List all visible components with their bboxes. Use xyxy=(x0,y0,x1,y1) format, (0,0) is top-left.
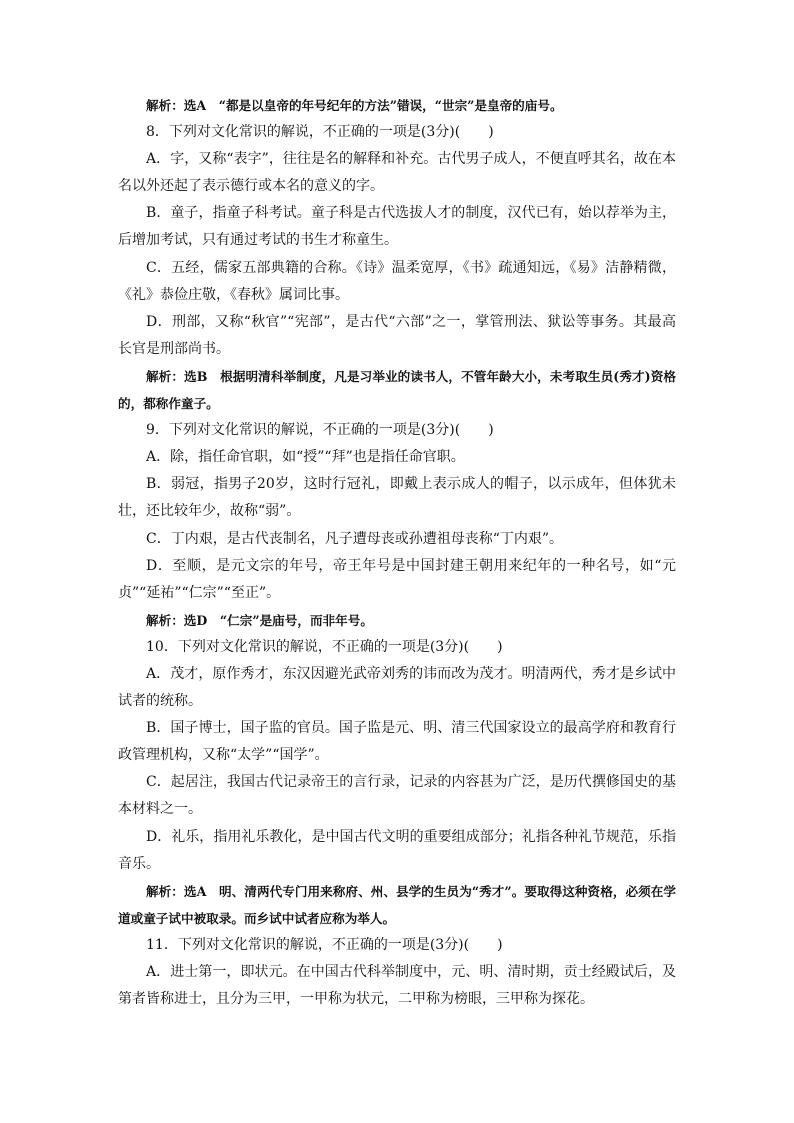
answer-analysis-9: 解析：选D “仁宗”是庙号，而非年号。 xyxy=(146,612,373,628)
document-page xyxy=(118,92,676,1013)
answer-analysis-8: 解析：选B 根据明清科举制度，凡是习举业的读书人，不管年龄大小，未考取生员(秀才)资格的，都称作童子。 xyxy=(118,368,676,412)
answer-analysis-7: 解析：选A “都是以皇帝的年号纪年的方法”错误，“世宗”是皇帝的庙号。 xyxy=(146,98,563,113)
question-9-option-c: C．丁内艰，是古代丧制名，凡子遭母丧或孙遭祖母丧称“丁内艰”。 xyxy=(146,530,564,547)
question-8-stem: 8．下列对文化常识的解说，不正确的一项是(3分)( ) xyxy=(146,124,494,141)
answer-analysis-10: 解析：选A 明、清两代专门用来称府、州、县学的生员为“秀才”。要取得这种资格，必须在学道或童子试中被取录。而乡试中试者应称为举人。 xyxy=(118,883,676,926)
question-10-option-d: D．礼乐，指用礼乐教化，是中国古代文明的重要组成部分；礼指各种礼节规范，乐指音乐。 xyxy=(118,828,676,872)
question-10-option-c: C．起居注，我国古代记录帝王的言行录，记录的内容甚为广泛，是历代撰修国史的基本材料之一。 xyxy=(118,774,676,818)
question-9-option-d: D．至顺，是元文宗的年号，帝王年号是中国封建王朝用来纪年的一种名号，如“元贞”“延祐”“仁宗”“至正”。 xyxy=(118,557,676,601)
question-10-option-b: B．国子博士，国子监的官员。国子监是元、明、清三代国家设立的最高学府和教育行政管理机构，又称“太学”“国学”。 xyxy=(118,720,676,764)
question-8-option-d: D．刑部，又称“秋官”“宪部”，是古代“六部”之一，掌管刑法、狱讼等事务。其最高长官是刑部尚书。 xyxy=(118,313,676,357)
question-8-option-b: B．童子，指童子科考试。童子科是古代选拔人才的制度，汉代已有，始以荐举为主，后增加考试，只有通过考试的书生才称童生。 xyxy=(118,205,676,249)
question-10-stem: 10．下列对文化常识的解说，不正确的一项是(3分)( ) xyxy=(146,638,503,655)
question-9-option-b: B．弱冠，指男子20岁，这时行冠礼，即戴上表示成人的帽子，以示成年，但体犹未壮，还比较年少，故称“弱”。 xyxy=(118,476,676,520)
question-8-option-a: A．字，又称“表字”，往往是名的解释和补充。古代男子成人，不便直呼其名，故在本名以外还起了表示德行或本名的意义的字。 xyxy=(118,151,676,195)
question-8-option-c: C．五经，儒家五部典籍的合称。《诗》温柔宽厚，《书》疏通知远，《易》洁静精微，《礼》恭俭庄敬，《春秋》属词比事。 xyxy=(118,259,676,303)
question-10-option-a: A．茂才，原作秀才，东汉因避光武帝刘秀的讳而改为茂才。明清两代，秀才是乡试中试者的统称。 xyxy=(118,665,676,710)
question-9-option-a: A．除，指任命官职，如“授”“拜”也是指任命官职。 xyxy=(146,449,465,466)
question-11-option-a: A．进士第一，即状元。在中国古代科举制度中，元、明、清时期，贡士经殿试后，及第者皆称进士，且分为三甲，一甲称为状元，二甲称为榜眼，三甲称为探花。 xyxy=(118,964,676,1008)
question-11-stem: 11．下列对文化常识的解说，不正确的一项是(3分)( ) xyxy=(146,936,503,953)
question-9-stem: 9．下列对文化常识的解说，不正确的一项是(3分)( ) xyxy=(146,422,494,439)
